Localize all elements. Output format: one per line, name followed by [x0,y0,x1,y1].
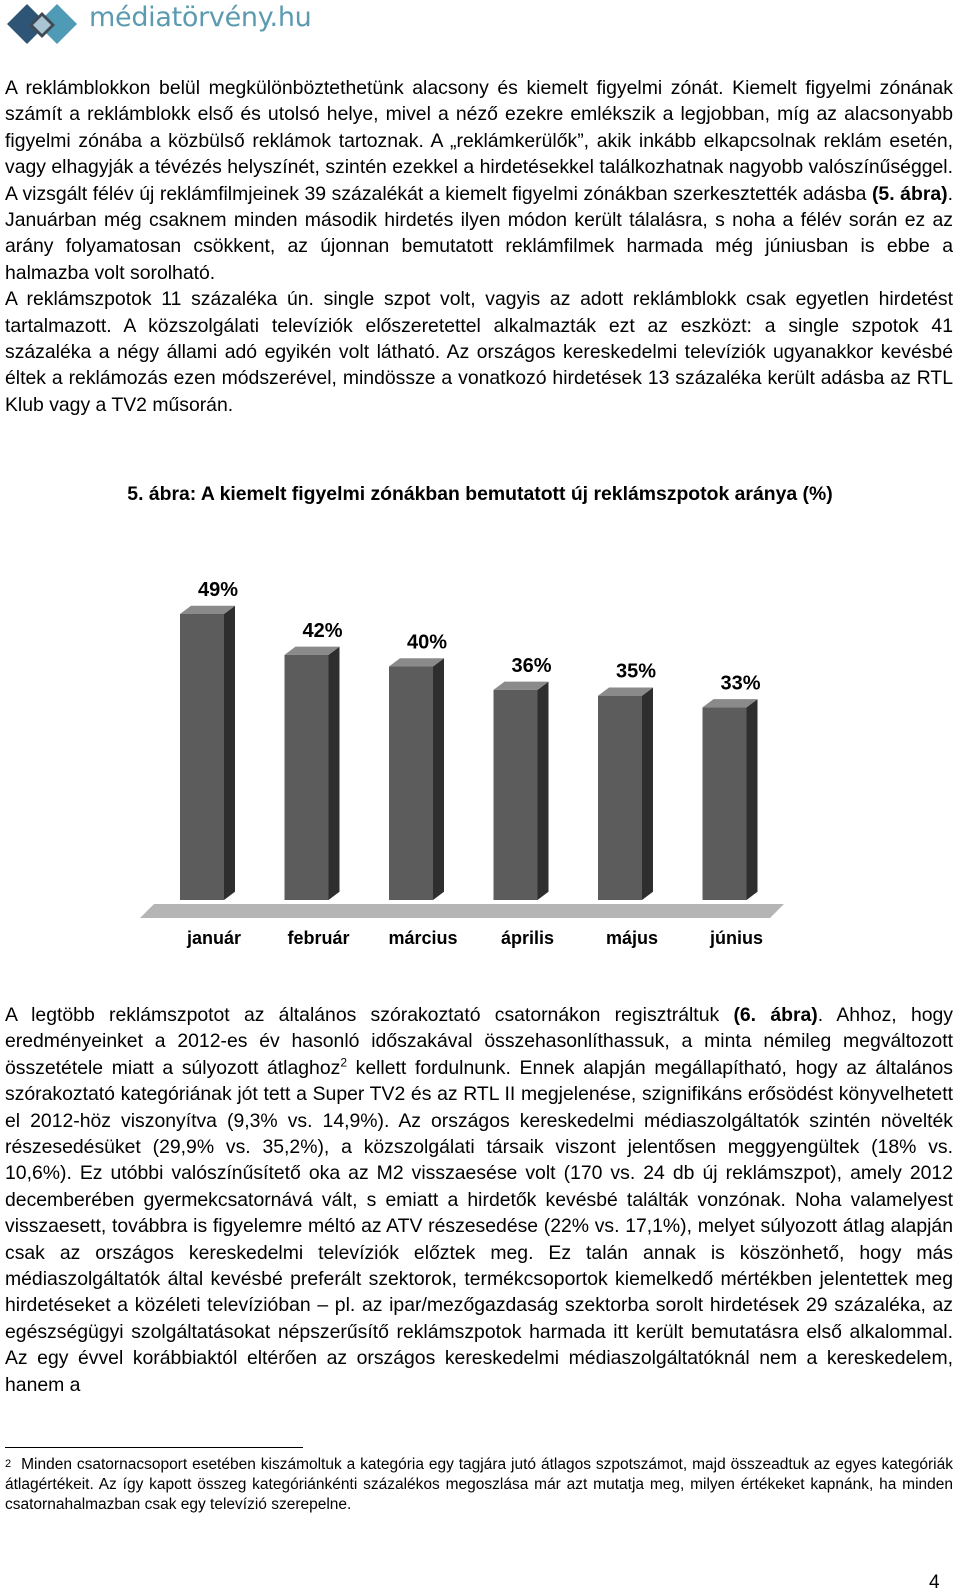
bar-chart [130,520,830,960]
bar [703,707,747,900]
page-number: 4 [929,1572,940,1593]
intro-paragraph [5,286,953,418]
text-run: A reklámblokkon belül megkülönböztethetünk alacsony és kiemelt figyelmi zónát. Kiemelt figyelmi zónának számít a reklámblokk első és utolsó helye, mivel a néző ezekre emlékszik a legjobban, míg az alacsonyabb figyelmi zónába a közbülső reklámok tartoznak. A „reklámkerülők”, akik inkább elkapcsolnak reklám esetén, vagy elhagyják a tévézés helyszínét, szintén ezekkel a hirdetésekkel találkozhatnak nagyobb valószínűséggel. A vizsgált félév új reklámfilmjeinek 39 százalékát a kiemelt figyelmi zónákban szerkesztették adásba [5,77,953,205]
bar [598,696,642,900]
category-label: május [605,928,659,948]
footnote-divider [5,1447,303,1448]
chart-floor [140,904,784,918]
footnote [5,1455,953,1515]
category-label: április [500,928,555,948]
figure-reference: (6. ábra) [733,1004,818,1026]
category-label: február [287,928,350,948]
bar [494,690,538,900]
text-run: A reklámszpotok 11 százaléka ún. single szpot volt, vagyis az adott reklámblokk csak egyetlen hirdetést tartalmazott. A közszolgálati televíziók előszeretettel alkalmazták ezt az eszközt: a single szpotok 41 százaléka a négy állami adó egyikén volt látható. Az országos kereskedelmi televíziók ugyanakkor kevésbé éltek a reklámozás ezen módszerével, mindössze a vonatkozó hirdetések 13 százaléka került adásba az RTL Klub vagy a TV2 műsorán. [5,288,953,416]
text-run: kellett fordulnunk. Ennek alapján megállapítható, hogy az általános szórakoztató kategóriának jót tett a Super TV2 és az RTL II megjelenése, szignifikáns erősödést könyvelhetett el 2012-höz viszonyítva (9,3% vs. 14,9%). Az országos kereskedelmi médiaszolgáltatók szintén növelték részesedésüket (29,9% vs. 35,2%), a közszolgálati társaik viszont jelentősen meggyengültek (18% vs. 10,6%). Ez utóbbi valószínűsítető oka az M2 visszaesése volt (170 vs. 24 db új reklámszpot), amely 2012 decemberében gyermekcsatornává vált, s emiatt a hirdetők kevésbé találták vonzónak. Noha valamelyest visszaesett, továbbra is figyelemre méltó az ATV részesedése (22% vs. 17,1%), melyet súlyozott átlag alapján csak az országos kereskedelmi televíziók előztek meg. Ez talán annak is köszönhető, hogy más médiaszolgáltatók által kevésbé preferált szektorok, termékcsoportok kiemelkedő mértékben jelentettek meg hirdetéseket a közéleti televízióban – pl. az ipar/mezőgazdaság szektorba sorolt hirdetések 29 százaléka, az egészségügyi szolgáltatásokat népszerűsítő reklámszpotok harmada itt került bemutatásra első alkalommal. Az egy évvel korábbiaktól eltérően az országos kereskedelmi médiaszolgáltatóknál nem a kereskedelem, hanem a [5,1056,954,1396]
bar [285,655,329,900]
bar-side [747,699,758,900]
bar [180,614,224,900]
data-label: 35% [615,660,657,683]
text-run: . Ahhoz, hogy eredményeinket a 2012-es év hasonló időszakával összehasonlíthassuk, a minta némileg megváltozott összetétele miatt a súlyozott átlaghoz [5,1004,953,1079]
logo-text: médiatörvény.hu [89,2,312,33]
figure-caption: 5. ábra: A kiemelt figyelmi zónákban bemutatott új reklámszpotok aránya (%) [127,483,833,505]
bar-side [329,647,340,900]
text-run: . Januárban még csaknem minden második hirdetés ilyen módon került tálalásra, s noha a félév során ez az arány folyamatosan csökkent, az újonnan bemutatott reklámfilmek harmada még júniusban is ebbe a halmazba volt sorolható. [5,182,953,284]
main-text [5,1002,953,1398]
bar-side [224,606,235,900]
data-label: 40% [406,631,448,654]
main-paragraph [5,1002,953,1398]
intro-text [5,75,953,418]
figure-reference: (5. ábra) [871,182,948,205]
data-label: 42% [302,619,343,642]
footnote-number: 2 [5,1458,12,1470]
category-label: január [186,928,242,948]
intro-paragraph [5,75,953,286]
bar-side [433,658,444,900]
bar-side [538,682,549,900]
site-logo[interactable] [5,2,312,48]
data-label: 33% [720,672,761,695]
data-label: 36% [511,654,552,677]
logo-diamond-icon [5,2,83,48]
footnote-text: Minden csatornacsoport esetében kiszámoltuk a kategória egy tagjára jutó átlagos szpotszámot, majd összeadtuk az egyes kategóriák átlagértékeit. Az így kapott összeg kategóriánkénti százalékos megoszlása már azt mutatja meg, milyen értékeket kapnánk, ha minden csatornahalmazban csak egy televízió szerepelne. [5,1456,953,1513]
category-label: március [388,928,458,948]
bar [389,667,433,900]
data-label: 49% [197,578,239,601]
text-run: A legtöbb reklámszpotot az általános szórakoztató csatornákon regisztráltuk [5,1004,734,1026]
footnote-reference: 2 [340,1055,347,1070]
bar-side [642,687,653,900]
category-label: június [710,928,763,948]
